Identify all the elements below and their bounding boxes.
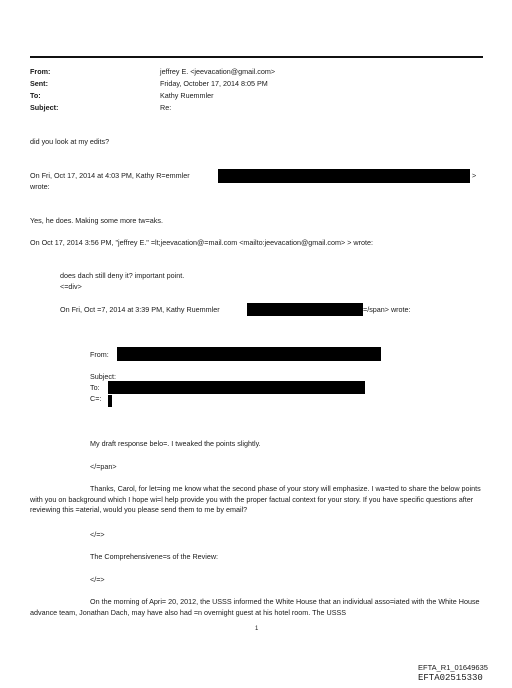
redaction-bar (117, 347, 381, 361)
morning-paragraph: On the morning of Apri= 20, 2012, the USSS informed the White House that an individual asso=iated with the White House advance team, Jonathan Dach, may have also had =n overnight guest at his hotel room. The USSS (30, 597, 480, 617)
redaction-bar (108, 381, 365, 394)
reply-header-3: On Fri, Oct =7, 2014 at 3:39 PM, Kathy Ruemmler (60, 305, 220, 314)
quoted-div-tag: <=div> (60, 282, 82, 291)
tag-close-2: </=> (90, 575, 105, 584)
body-line-tweaks: Yes, he does. Making some more tw=aks. (30, 216, 163, 225)
forward-cc-label: C=: (90, 394, 102, 403)
body-line-edits: did you look at my edits? (30, 137, 110, 146)
page-number: 1 (255, 626, 259, 632)
sent-value: Friday, October 17, 2014 8:05 PM (160, 79, 268, 88)
from-label: From: (30, 67, 51, 76)
redaction-bar (218, 169, 470, 183)
sent-label: Sent: (30, 79, 48, 88)
reply-header-1-wrote: wrote: (30, 182, 50, 191)
reply-header-3-tail: =/span> wrote: (363, 305, 411, 314)
tag-close-1: </=> (90, 530, 105, 539)
to-label: To: (30, 91, 41, 100)
forward-to-label: To: (90, 383, 100, 392)
span-close-tag: </=pan> (90, 462, 117, 471)
redaction-bar (247, 303, 363, 316)
reply-header-1: On Fri, Oct 17, 2014 at 4:03 PM, Kathy R=emmler (30, 171, 190, 180)
subject-value: Re: (160, 103, 172, 112)
comprehensiveness-heading: The Comprehensivene=s of the Review: (90, 552, 219, 561)
forward-subject-label: Subject: (90, 372, 116, 381)
subject-label: Subject: (30, 103, 59, 112)
redaction-bar (108, 395, 112, 407)
header-rule (30, 56, 483, 58)
from-value: jeffrey E. <jeevacation@gmail.com> (160, 67, 276, 76)
draft-response-line: My draft response belo=. I tweaked the points slightly. (90, 439, 261, 448)
reply-header-1-tail: > (472, 171, 477, 180)
to-value: Kathy Ruemmler (160, 91, 214, 100)
forward-from-label: From: (90, 350, 109, 359)
thanks-paragraph: Thanks, Carol, for let=ing me know what the second phase of your story will emphasize. I wa=ted to share the below points with you on background which I hope wi=l help provide you with the proper factual context for your story. If you have specific questions after reviewing this =aterial, would you please send them to me by email? (30, 484, 481, 514)
quoted-question: does dach still deny it? important point. (60, 271, 185, 280)
document-ref-2: EFTA02515330 (418, 673, 483, 683)
reply-header-2: On Oct 17, 2014 3:56 PM, "jeffrey E." =lt;jeevacation@=mail.com <mailto:jeevacation@gmail.com> > wrote: (30, 238, 373, 247)
document-ref-1: EFTA_R1_01649635 (418, 663, 488, 672)
